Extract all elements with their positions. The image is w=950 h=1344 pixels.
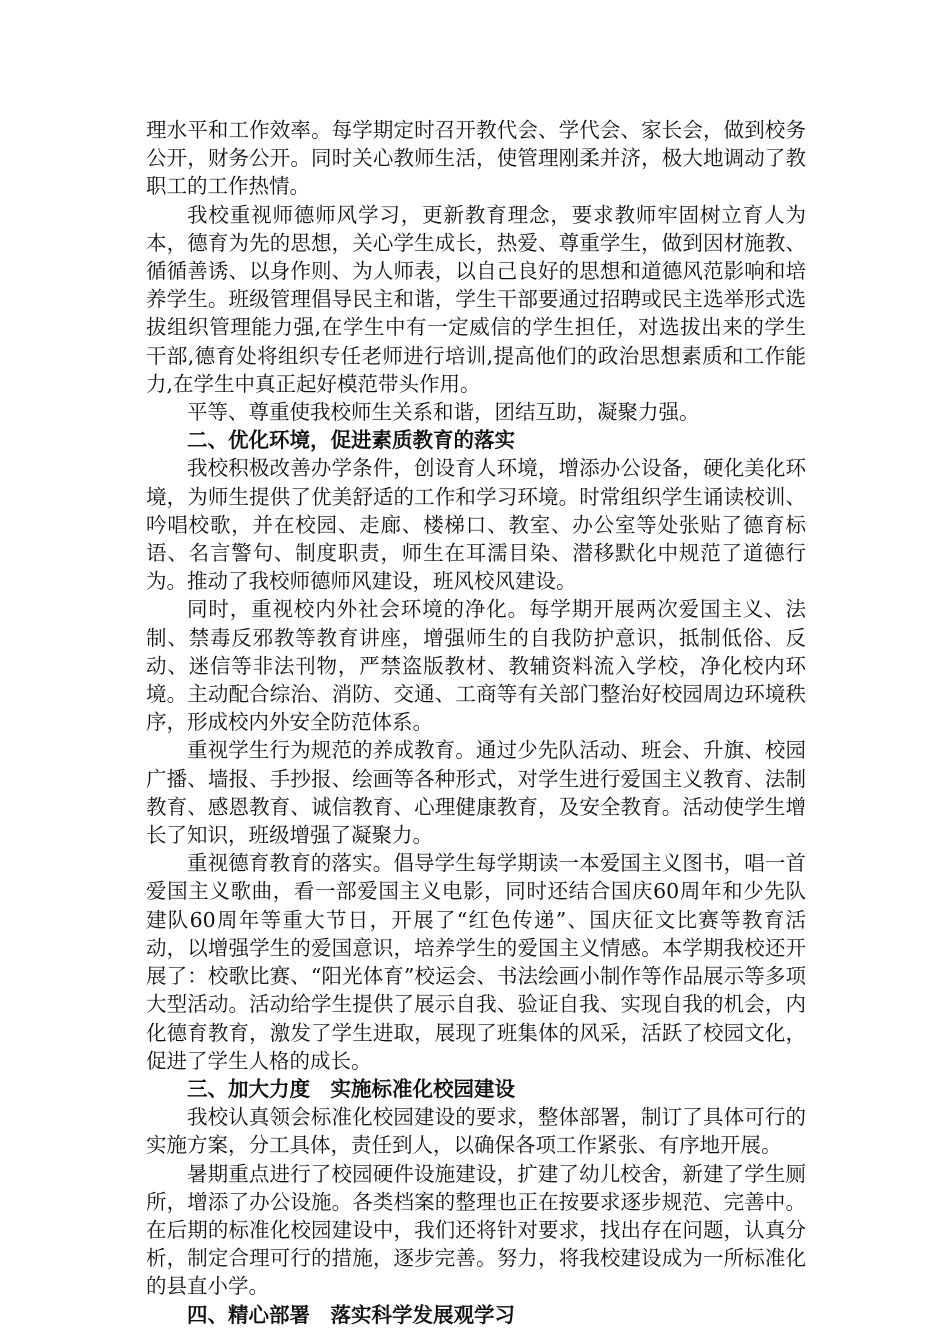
section-heading-4: 四、精心部署 落实科学发展观学习 xyxy=(187,1302,515,1327)
paragraph-moral-education: 重视德育教育的落实。倡导学生每学期读一本爱国主义图书，唱一首爱国主义歌曲，看一部爱国主义电影，同时还结合国庆60周年和少先队建队60周年等重大节日，开展了“红色传递”、国庆征文比赛等教育活动，以增强学生的爱国意识，培养学生的爱国主义情感。本学期我校还开展了：校歌比赛、“阳光体育”校运会、书法绘画小制作等作品展示等多项大型活动。活动给学生提供了展示自我、验证自我、实现自我的机会，内化德育教育，激发了学生进取，展现了班集体的风采，活跃了校园文化，促进了学生人格的成长。 xyxy=(146,851,806,1073)
document-page xyxy=(146,116,806,1329)
paragraph-teacher-ethics: 我校重视师德师风学习，更新教育理念，要求教师牢固树立育人为本，德育为先的思想，关心学生成长，热爱、尊重学生，做到因材施教、循循善诱、以身作则、为人师表，以自己良好的思想和道德风范影响和培养学生。班级管理倡导民主和谐，学生干部要通过招聘或民主选举形式选拔组织管理能力强,在学生中有一定威信的学生担任，对选拔出来的学生干部,德育处将组织专任老师进行培训,提高他们的政治思想素质和工作能力,在学生中真正起好模范带头作用。 xyxy=(146,202,806,396)
paragraph-equality: 平等、尊重使我校师生关系和谐，团结互助，凝聚力强。 xyxy=(187,400,700,425)
paragraph-continuation: 理水平和工作效率。每学期定时召开教代会、学代会、家长会，做到校务公开，财务公开。同时关心教师生活，使管理刚柔并济，极大地调动了教职工的工作热情。 xyxy=(146,118,806,199)
paragraph-behavior-education: 重视学生行为规范的养成教育。通过少先队活动、班会、升旗、校园广播、墙报、手抄报、绘画等各种形式，对学生进行爱国主义教育、法制教育、感恩教育、诚信教育、心理健康教育，及安全教育。活动使学生增长了知识，班级增强了凝聚力。 xyxy=(146,738,806,848)
paragraph-summer-construction: 暑期重点进行了校园硬件设施建设，扩建了幼儿校舍，新建了学生厕所，增添了办公设施。各类档案的整理也正在按要求逐步规范、完善中。在后期的标准化校园建设中，我们还将针对要求，找出存在问题，认真分析，制定合理可行的措施，逐步完善。努力，将我校建设成为一所标准化的县直小学。 xyxy=(146,1161,806,1299)
section-heading-3: 三、加大力度 实施标准化校园建设 xyxy=(187,1076,515,1101)
paragraph-environment: 我校积极改善办学条件，创设育人环境，增添办公设备，硬化美化环境，为师生提供了优美舒适的工作和学习环境。时常组织学生诵读校训、吟唱校歌，并在校园、走廊、楼梯口、教室、办公室等处张贴了德育标语、名言警句、制度职责，师生在耳濡目染、潜移默化中规范了道德行为。推动了我校师德师风建设，班风校风建设。 xyxy=(146,456,806,594)
paragraph-social-environment: 同时，重视校内外社会环境的净化。每学期开展两次爱国主义、法制、禁毒反邪教等教育讲座，增强师生的自我防护意识，抵制低俗、反动、迷信等非法刊物，严禁盗版教材、教辅资料流入学校，净化校内环境。主动配合综治、消防、交通、工商等有关部门整治好校园周边环境秩序，形成校内外安全防范体系。 xyxy=(146,597,806,735)
paragraph-standardization-plan: 我校认真领会标准化校园建设的要求，整体部署，制订了具体可行的实施方案，分工具体，责任到人，以确保各项工作紧张、有序地开展。 xyxy=(146,1105,806,1158)
section-heading-2: 二、优化环境，促进素质教育的落实 xyxy=(187,428,515,453)
